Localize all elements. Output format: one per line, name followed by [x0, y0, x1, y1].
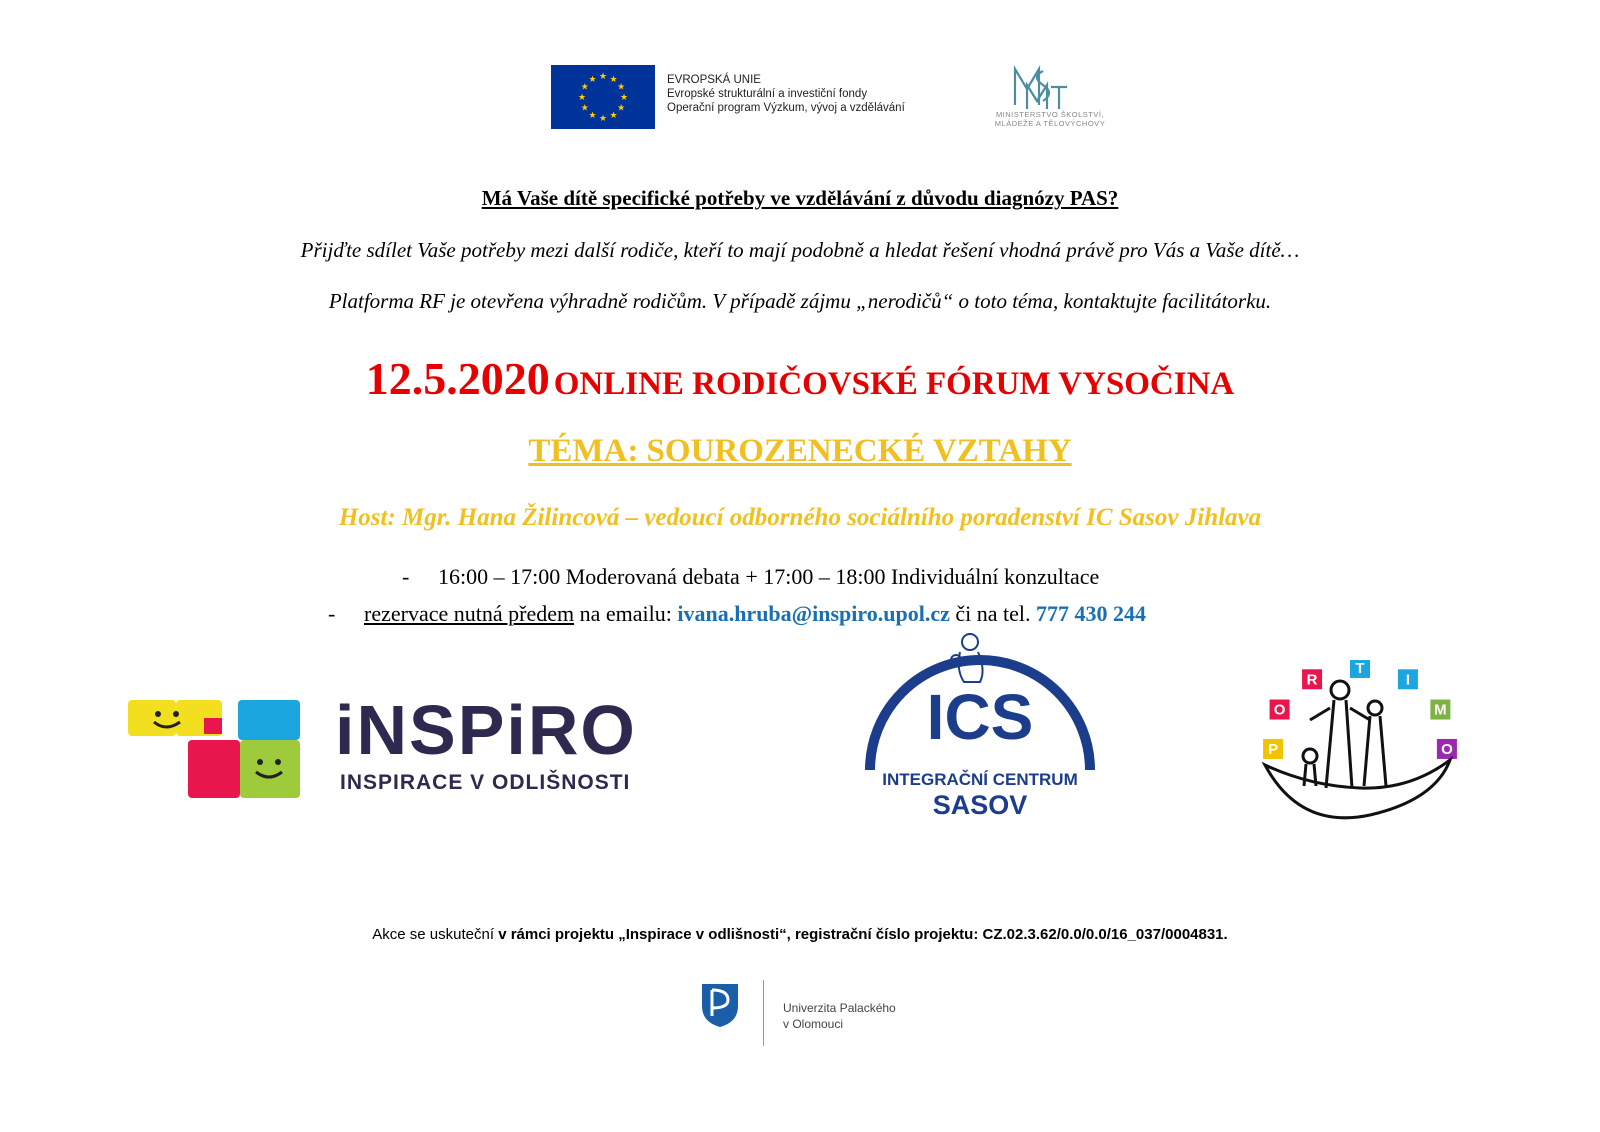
upol-line2: v Olomouci [783, 1017, 844, 1031]
eu-star: ★ [580, 81, 589, 92]
event-title [0, 352, 1600, 405]
eu-flag-logo [551, 65, 655, 129]
eu-line2: Evropské strukturální a investiční fondy [667, 88, 868, 100]
upol-shield-icon [700, 982, 740, 1028]
footer-pre: Akce se uskuteční [372, 926, 499, 943]
ics-subtitle: INTEGRAČNÍ CENTRUM [882, 770, 1078, 789]
question-heading [0, 186, 1600, 211]
eu-line3: Operační program Výzkum, vývoj a vzdělávání [667, 102, 905, 114]
eu-stars-icon [551, 65, 655, 129]
eu-star: ★ [617, 102, 626, 113]
eu-star: ★ [598, 71, 608, 81]
eu-star: ★ [609, 73, 618, 84]
portimo-letter: P [1268, 740, 1279, 758]
ics-city: SASOV [932, 790, 1028, 820]
msmt-line1: MINISTERSTVO ŠKOLSTVÍ, [995, 110, 1105, 119]
portimo-letter: M [1434, 701, 1447, 719]
portimo-letter: O [1273, 701, 1286, 719]
contact-email-link[interactable]: ivana.hruba@inspiro.upol.cz [677, 601, 950, 626]
reservation-mid2: či na tel. [949, 601, 1037, 626]
msmt-line2: MLÁDEŽE A TĚLOVÝCHOVY [994, 119, 1106, 128]
event-date: 12.5.2020 [365, 353, 550, 404]
reservation-mid: na emailu: [574, 601, 678, 626]
inspiro-tagline: INSPIRACE V ODLIŠNOSTI [340, 771, 631, 794]
bullet-dash: - [402, 564, 410, 589]
project-footer-note [0, 926, 1600, 943]
bullet-dash: - [328, 601, 336, 626]
upol-divider [763, 980, 764, 1046]
eu-star: ★ [617, 81, 626, 92]
platform-note: Platforma RF je otevřena výhradně rodičům. V případě zájmu „nerodičů“ o toto téma, kontaktujte facilitátorku. [328, 289, 1272, 313]
footer-project-info: v rámci projektu „Inspirace v odlišnosti“, registrační číslo projektu: CZ.02.3.62/0.0/0.0/16_037/0004831. [498, 926, 1228, 943]
inspiro-wordmark: iNSPiRO [335, 691, 637, 769]
eu-star: ★ [598, 113, 608, 123]
question-text: Má Vaše dítě specifické potřeby ve vzdělávání z důvodu diagnózy PAS? [481, 186, 1119, 210]
schedule-item [402, 564, 1099, 590]
reservation-required: rezervace nutná předem [364, 601, 575, 626]
ics-wordmark: ICS [926, 681, 1034, 753]
portimo-letter: I [1405, 671, 1411, 689]
portimo-logo [1260, 660, 1460, 830]
event-name: ONLINE RODIČOVSKÉ FÓRUM VYSOČINA [553, 366, 1235, 402]
portimo-letter: O [1441, 740, 1453, 758]
contact-phone[interactable]: 777 430 244 [1036, 601, 1147, 626]
theme-text: TÉMA: SOUROZENECKÉ VZTAHY [528, 433, 1072, 469]
reservation-item [328, 601, 1146, 627]
upol-line1: Univerzita Palackého [783, 1001, 896, 1015]
eu-line1: EVROPSKÁ UNIE [667, 74, 761, 86]
eu-logo-text [667, 73, 905, 115]
eu-star: ★ [609, 110, 618, 121]
eu-star: ★ [619, 92, 629, 102]
theme-heading [0, 433, 1600, 470]
eu-star: ★ [580, 102, 589, 113]
host-line: Host: Mgr. Hana Žilincová – vedoucí odborného sociálního poradenství IC Sasov Jihlava [338, 504, 1262, 531]
invite-text: Přijďte sdílet Vaše potřeby mezi další rodiče, kteří to mají podobně a hledat řešení vhodná právě pro Vás a Vaše dítě… [300, 238, 1300, 262]
schedule-text: 16:00 – 17:00 Moderovaná debata + 17:00 – 18:00 Individuální konzultace [438, 564, 1100, 589]
portimo-letter: R [1306, 671, 1318, 689]
eu-star: ★ [588, 73, 597, 84]
eu-star: ★ [577, 92, 587, 102]
upol-name [783, 1000, 896, 1032]
eu-star: ★ [588, 110, 597, 121]
portimo-letter: T [1355, 660, 1365, 677]
msmt-logo-text [975, 110, 1125, 128]
